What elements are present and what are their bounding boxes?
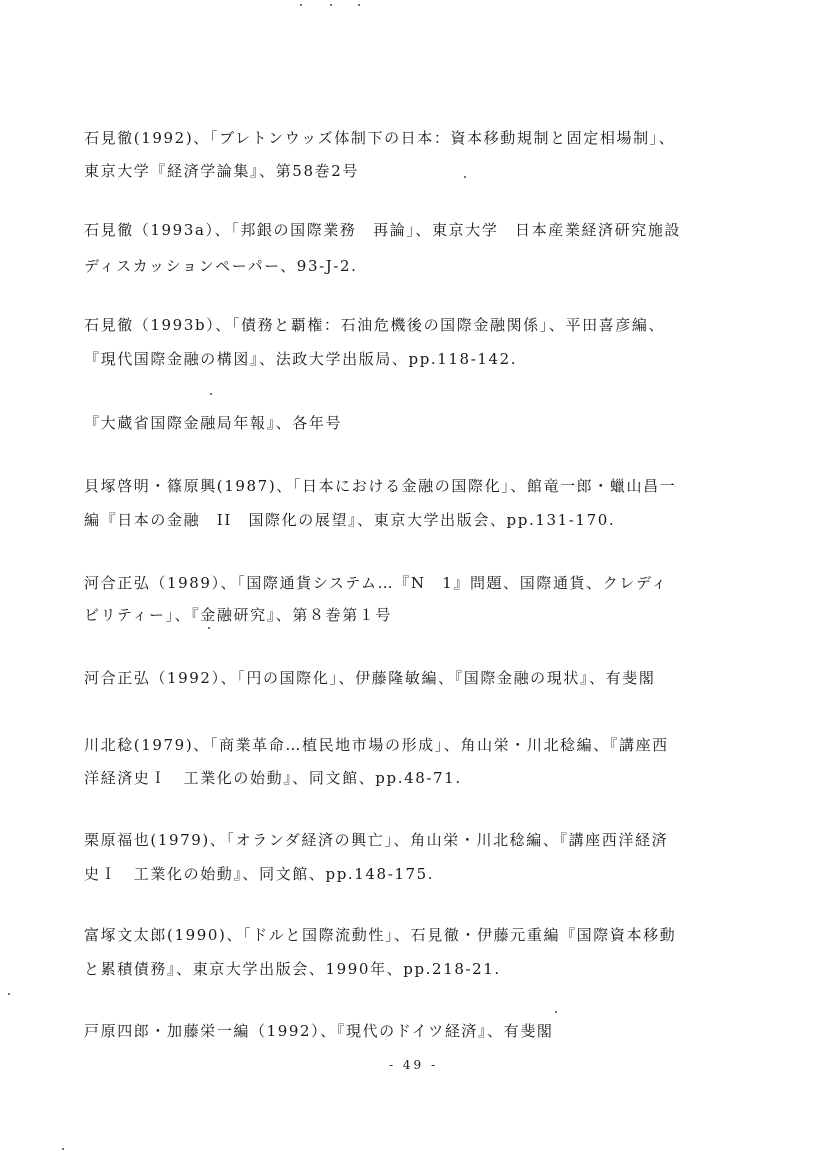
scan-speck (210, 393, 212, 395)
reference-line: 戸原四郎・加藤栄一編（1992）、『現代のドイツ経済』、有斐閣 (84, 1022, 554, 1040)
reference-line: 川北稔(1979)、「商業革命…植民地市場の形成」、角山栄・川北稔編、『講座西 (84, 736, 669, 754)
reference-line: 栗原福也(1979)、「オランダ経済の興亡」、角山栄・川北稔編、『講座西洋経済 (84, 831, 669, 849)
page-number: - 49 - (388, 1058, 438, 1072)
reference-line: 河合正弘（1989）、「国際通貨システム…『N 1』問題、国際通貨、クレディ (84, 574, 668, 592)
scan-speck (62, 1148, 64, 1150)
reference-line: 河合正弘（1992）、「円の国際化」、伊藤隆敏編、『国際金融の現状』、有斐閣 (84, 669, 656, 687)
reference-line: 石見徹（1993a）、「邦銀の国際業務 再論」、東京大学 日本産業経済研究施設 (84, 221, 682, 239)
scan-speck (555, 1011, 557, 1013)
scan-speck (8, 993, 10, 995)
reference-line: と累積債務』、東京大学出版会、1990年、pp.218-21. (84, 960, 501, 978)
reference-line: 富塚文太郎(1990)、「ドルと国際流動性」、石見徹・伊藤元重編『国際資本移動 (84, 926, 677, 944)
reference-line: ディスカッションペーパー、93-J-2. (84, 257, 358, 275)
scan-speck (208, 627, 210, 629)
reference-line: 史Ｉ 工業化の始動』、同文館、pp.148-175. (84, 865, 435, 883)
reference-line: 『現代国際金融の構図』、法政大学出版局、pp.118-142. (84, 350, 518, 368)
reference-line: 東京大学『経済学論集』、第58巻2号 (84, 162, 359, 180)
reference-line: 編『日本の金融 II 国際化の展望』、東京大学出版会、pp.131-170. (84, 511, 616, 529)
scan-speck (300, 4, 302, 6)
reference-line: 石見徹(1992)、「ブレトンウッズ体制下の日本：資本移動規制と固定相場制」、 (84, 129, 676, 147)
reference-line: 石見徹（1993b）、「債務と覇権：石油危機後の国際金融関係」、平田喜彦編、 (84, 316, 666, 334)
reference-line: 貝塚啓明・篠原興(1987)、「日本における金融の国際化」、館竜一郎・蠟山昌一 (84, 477, 677, 495)
scan-speck (464, 176, 466, 178)
scan-speck (358, 4, 360, 6)
reference-line: ビリティー」、『金融研究』、第８巻第１号 (84, 606, 393, 624)
scan-speck (330, 4, 332, 6)
reference-line: 洋経済史Ｉ 工業化の始動』、同文館、pp.48-71. (84, 769, 462, 787)
reference-line: 『大蔵省国際金融局年報』、各年号 (84, 414, 343, 432)
